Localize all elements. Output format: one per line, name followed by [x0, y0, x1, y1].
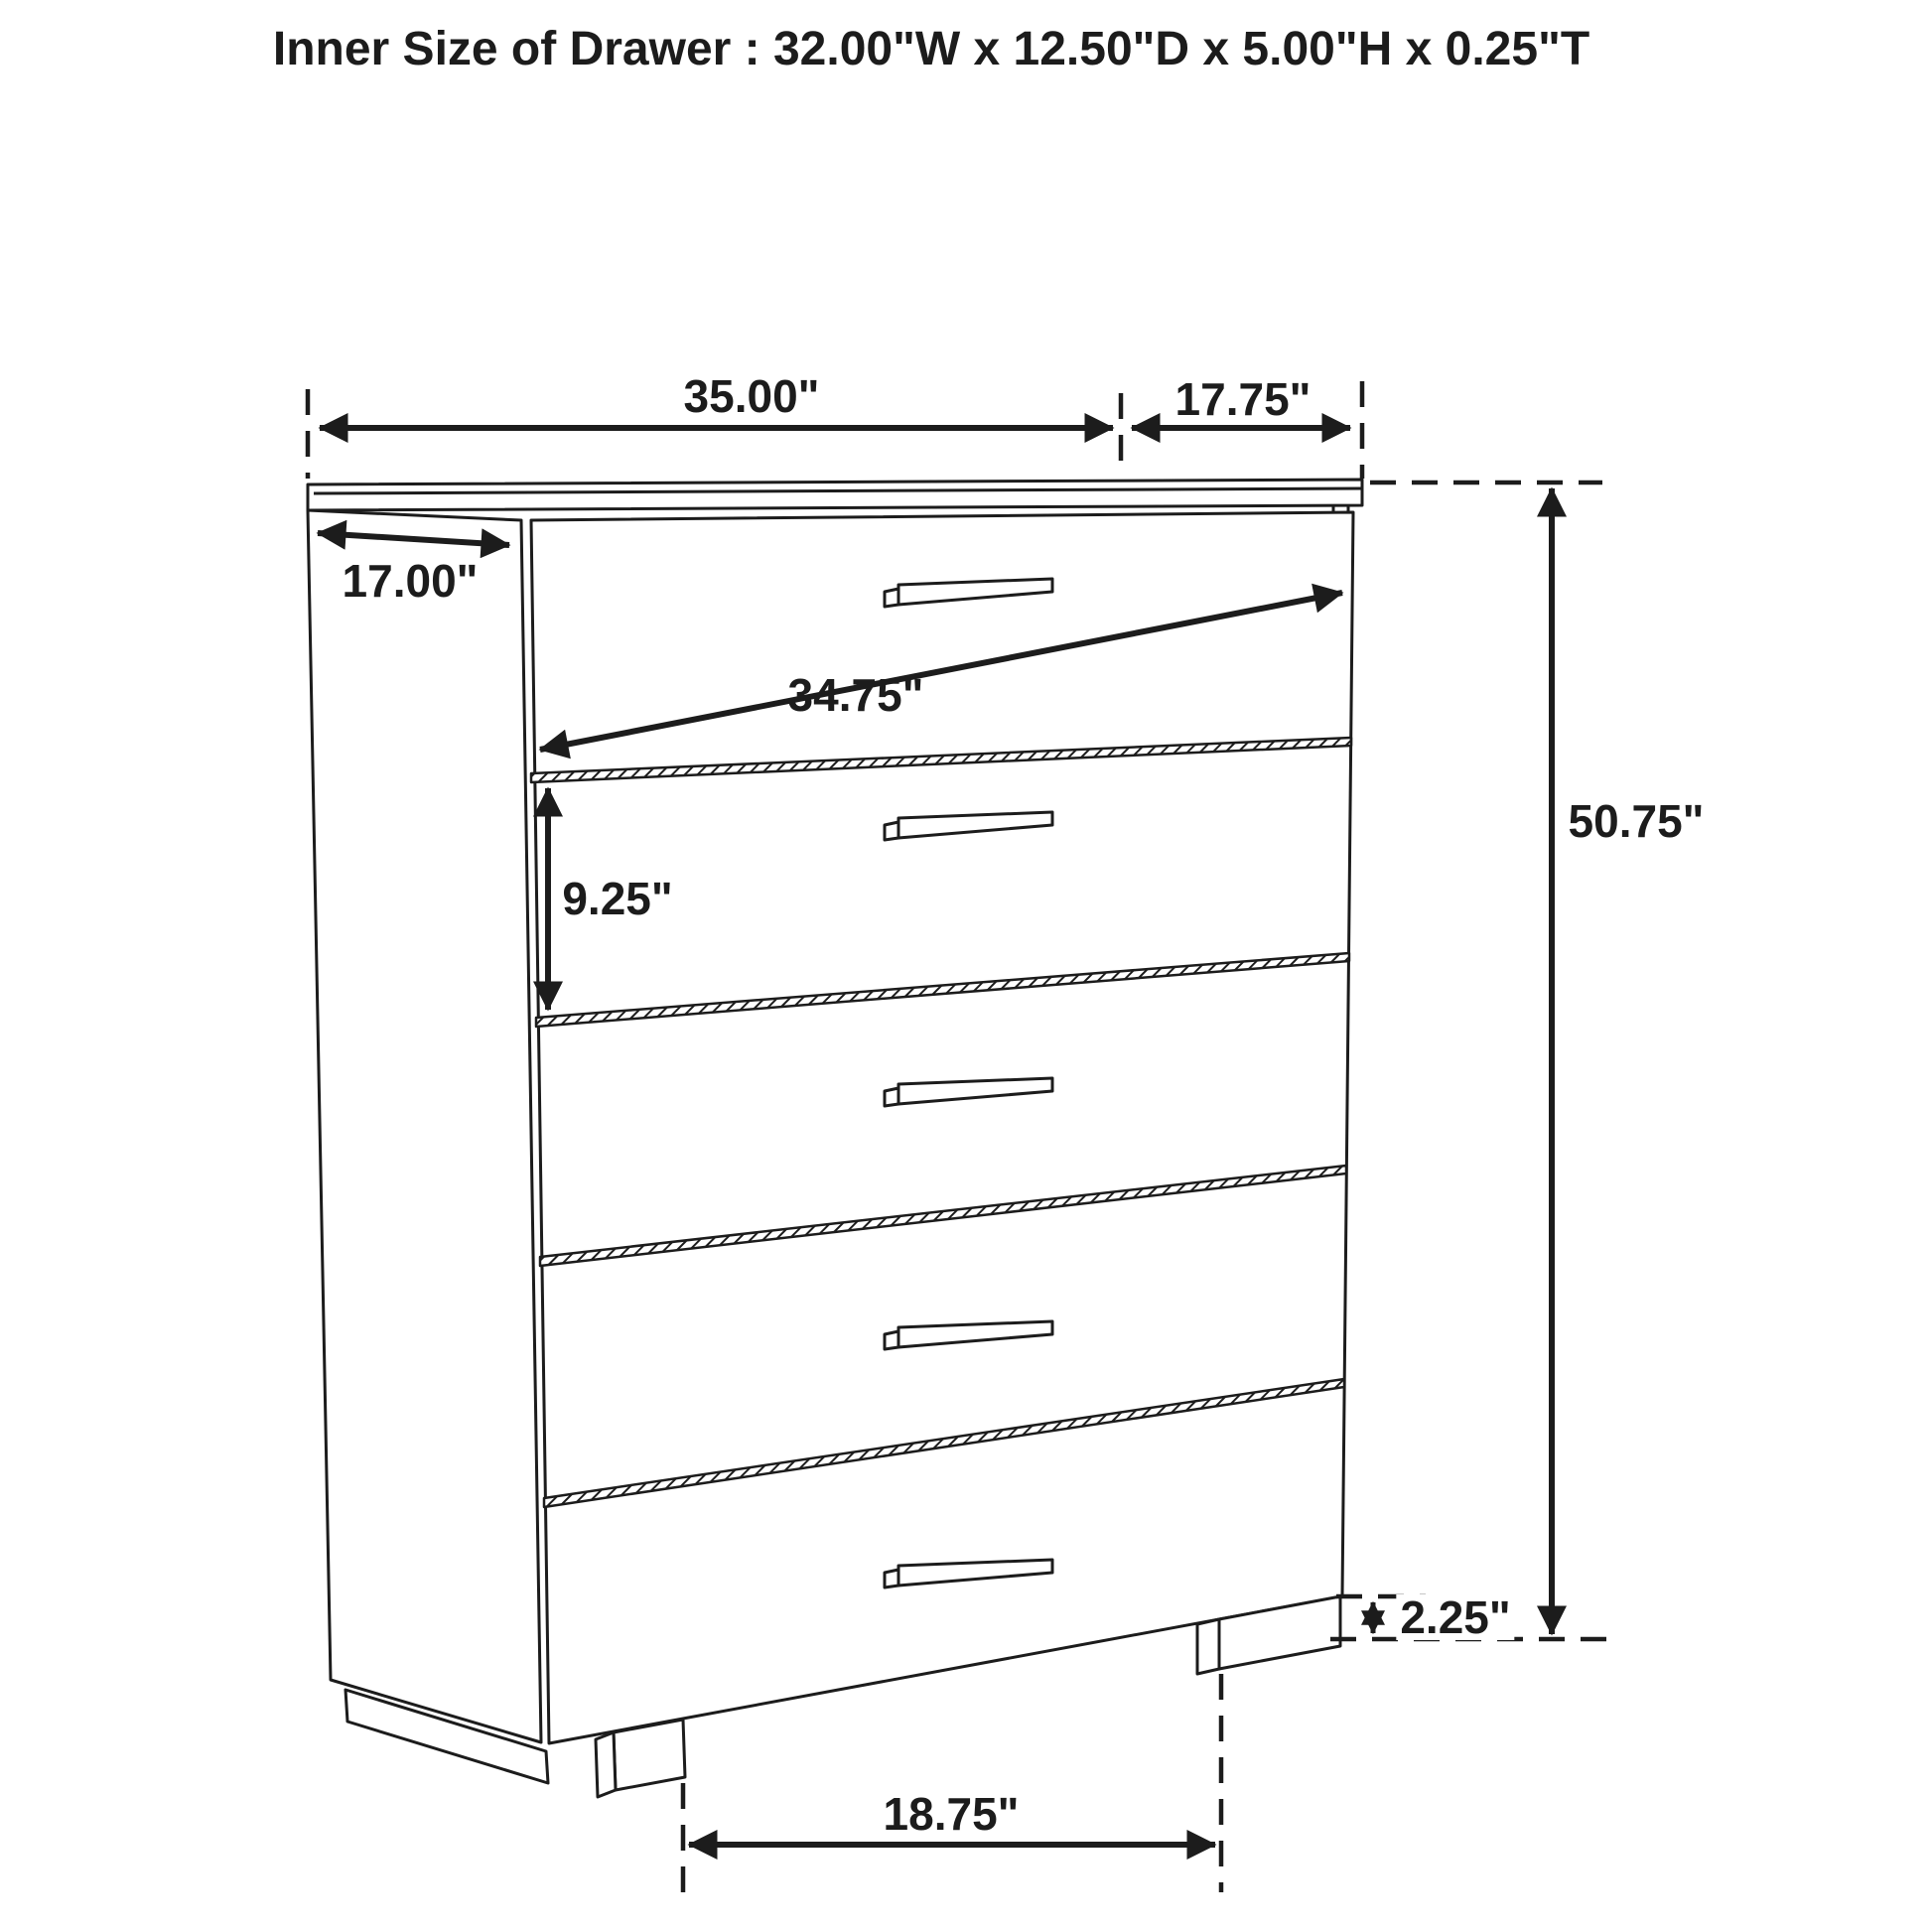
dim-label-side-depth: 17.00" [342, 555, 479, 607]
front-left-leg [614, 1720, 685, 1790]
dim-label-top-width: 35.00" [683, 370, 820, 422]
dim-label-leg-height: 2.25" [1396, 1594, 1514, 1640]
dim-label-overall-height: 50.75" [1568, 795, 1705, 847]
dim-label-drawer-width: 34.75" [787, 669, 924, 721]
dim-label-leg-spacing: 18.75" [883, 1788, 1020, 1840]
chest-front-face [531, 512, 1353, 1743]
front-right-leg-side [1197, 1619, 1219, 1674]
diagram-title: Inner Size of Drawer : 32.00"W x 12.50"D x 5.00"H x 0.25"T [272, 23, 1590, 75]
front-left-leg-side [596, 1732, 616, 1797]
dim-label-top-side-depth: 17.75" [1174, 373, 1311, 425]
side-panel [308, 510, 541, 1742]
chest-top-slab [308, 480, 1362, 514]
dim-label-drawer-height: 9.25" [562, 873, 673, 924]
